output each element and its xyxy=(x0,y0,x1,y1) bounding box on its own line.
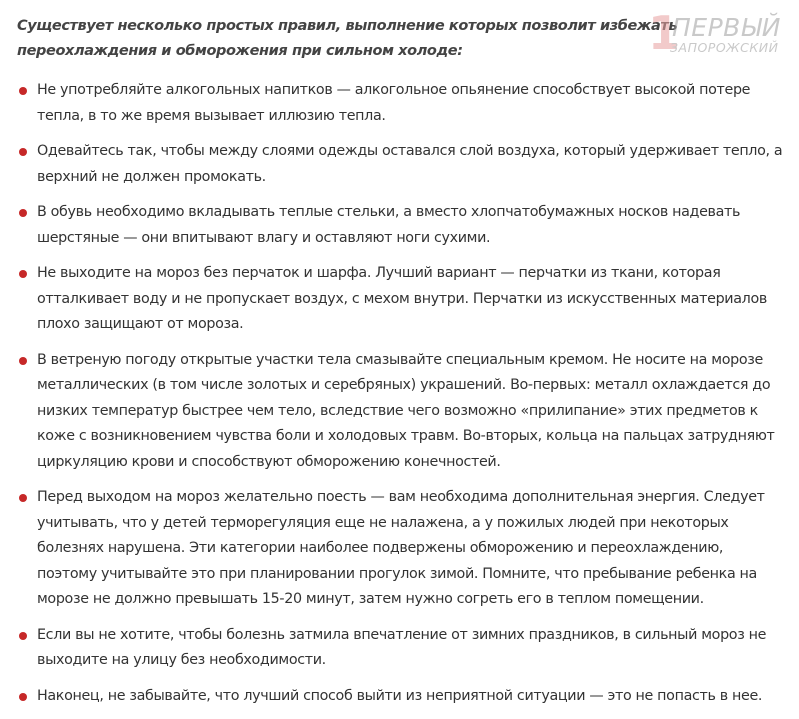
bullet-icon xyxy=(19,494,27,502)
list-item xyxy=(17,200,785,251)
bullet-icon xyxy=(19,270,27,278)
watermark-subtitle: ЗАПОРОЖСКИЙ xyxy=(670,40,779,55)
rule-text: Перед выходом на мороз желательно поесть — вам необходима дополнительная энергия. Следует учитывать, что у детей терморегуляция еще не налажена, а у пожилых людей при некоторых болезнях нарушена. Эти категории наиболее подвержены обморожению и переохлаждению, поэтому учитывайте это при планировании прогулок зимой. Помните, что пребывание ребенка на морозе не должно превышать 15-20 минут, затем нужно согреть его в теплом помещении. xyxy=(37,489,765,607)
rule-text: Одевайтесь так, чтобы между слоями одежды оставался слой воздуха, который удерживает тепло, а верхний не должен промокать. xyxy=(37,143,783,185)
list-item xyxy=(17,139,785,190)
rules-list xyxy=(17,78,785,709)
bullet-icon xyxy=(19,693,27,701)
watermark-digit: 1 xyxy=(648,6,681,60)
watermark-name: ПЕРВЫЙ xyxy=(672,13,781,42)
rule-text: В обувь необходимо вкладывать теплые стельки, а вместо хлопчатобумажных носков надевать шерстяные — они впитывают влагу и оставляют ноги сухими. xyxy=(37,204,741,246)
rule-text: Наконец, не забывайте, что лучший способ выйти из неприятной ситуации — это не попасть в нее. xyxy=(37,687,763,704)
list-item xyxy=(17,348,785,476)
rule-text: Не употребляйте алкогольных напитков — алкогольное опьянение способствует высокой потере тепла, в то же время вызывает иллюзию тепла. xyxy=(37,82,751,124)
list-item xyxy=(17,78,785,129)
rule-text: Не выходите на мороз без перчаток и шарфа. Лучший вариант — перчатки из ткани, которая отталкивает воду и не пропускает воздух, с мехом внутри. Перчатки из искусственных материалов плохо защищают от мороза. xyxy=(37,265,767,332)
bullet-icon xyxy=(19,87,27,95)
bullet-icon xyxy=(19,209,27,217)
intro-paragraph: Существует несколько простых правил, выполнение которых позволит избежать переохлаждения и обморожения при сильном холоде: xyxy=(17,18,678,59)
bullet-icon xyxy=(19,357,27,365)
bullet-icon xyxy=(19,632,27,640)
list-item xyxy=(17,623,785,674)
rule-text: Если вы не хотите, чтобы болезнь затмила впечатление от зимних праздников, в сильный мороз не выходите на улицу без необходимости. xyxy=(37,626,767,668)
rule-text: В ветреную погоду открытые участки тела смазывайте специальным кремом. Не носите на морозе металлических (в том числе золотых и серебряных) украшений. Во-первых: металл охлаждается до низких температур быстрее чем тело, вследствие чего возможно «прилипание» этих предметов к коже с возникновением чувства боли и холодовых травм. Во-вторых, кольца на пальцах затрудняют циркуляцию крови и способствуют обморожению конечностей. xyxy=(37,351,775,470)
list-item xyxy=(17,485,785,613)
bullet-icon xyxy=(19,148,27,156)
list-item xyxy=(17,261,785,338)
list-item xyxy=(17,684,785,710)
article xyxy=(17,14,785,719)
